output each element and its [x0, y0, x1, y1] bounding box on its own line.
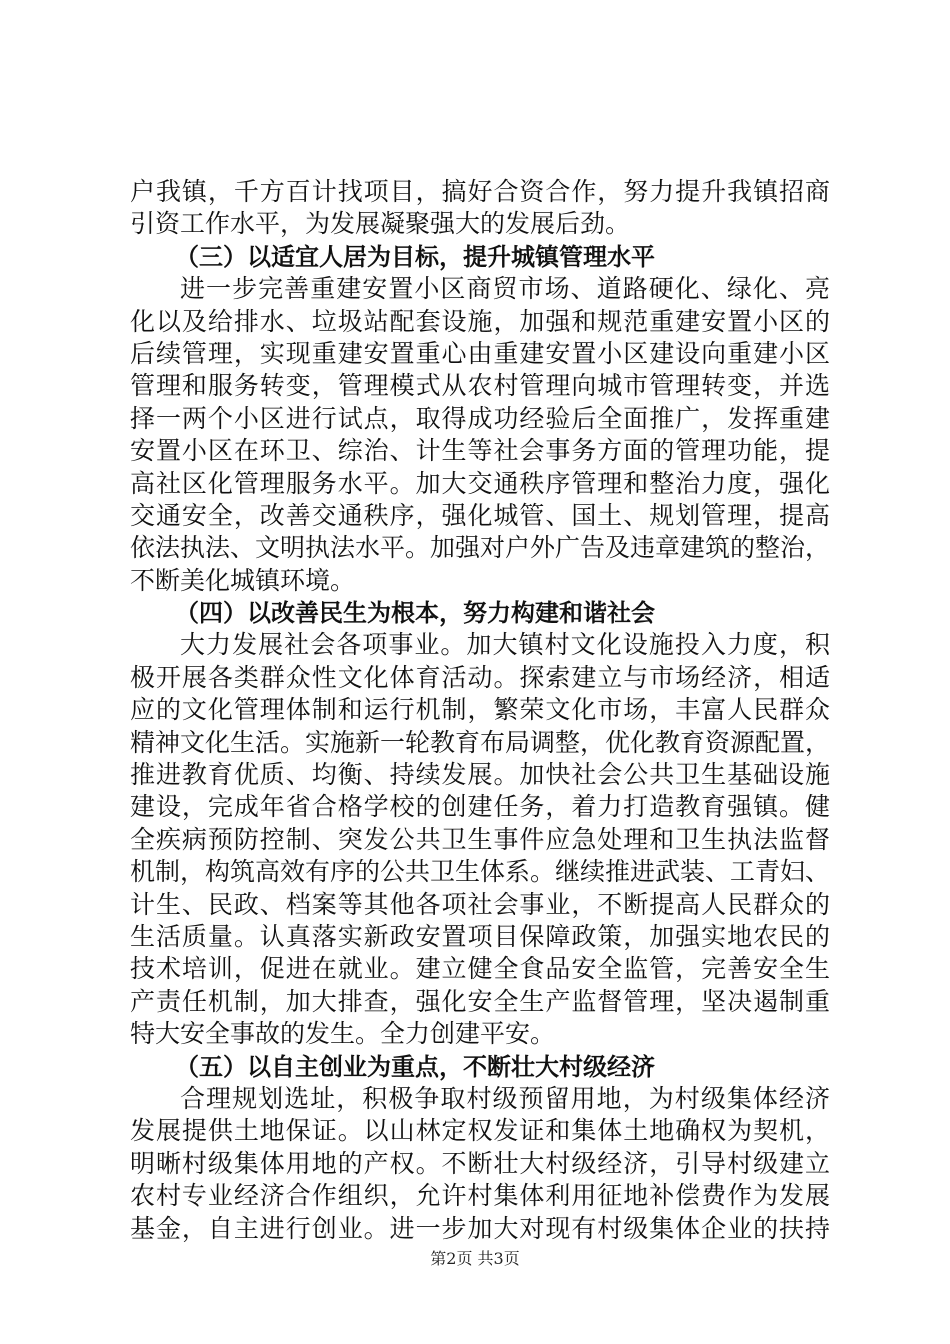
paragraph-line: 依法执法、文明执法水平。加强对户外广告及违章建筑的整治，	[130, 533, 831, 563]
section-heading: （四）以改善民生为根本，努力构建和谐社会	[175, 599, 655, 628]
paragraph-line: 大力发展社会各项事业。加大镇村文化设施投入力度，积	[180, 630, 830, 660]
paragraph-line: 交通安全，改善交通秩序，强化城管、国土、规划管理，提高	[130, 500, 830, 530]
paragraph-line: 技术培训，促进在就业。建立健全食品安全监管，完善安全生	[130, 954, 830, 984]
paragraph-line: 发展提供土地保证。以山林定权发证和集体土地确权为契机，	[130, 1116, 830, 1146]
page-footer: 第2页 共3页	[430, 1249, 520, 1268]
paragraph-line: 产责任机制，加大排查，强化安全生产监督管理，坚决遏制重	[130, 986, 830, 1016]
paragraph-line: 明晰村级集体用地的产权。不断壮大村级经济，引导村级建立	[130, 1148, 830, 1178]
paragraph-line: 安置小区在环卫、综治、计生等社会事务方面的管理功能，提	[130, 436, 830, 466]
paragraph-line: 建设，完成年省合格学校的创建任务，着力打造教育强镇。健	[130, 792, 830, 822]
paragraph-line: 户我镇，千方百计找项目，搞好合资合作，努力提升我镇招商	[130, 177, 830, 206]
document-body	[130, 176, 830, 1245]
paragraph-line: 生活质量。认真落实新政安置项目保障政策，加强实地农民的	[130, 921, 830, 951]
paragraph-line: 全疾病预防控制、突发公共卫生事件应急处理和卫生执法监督	[130, 824, 830, 854]
paragraph-line: 精神文化生活。实施新一轮教育布局调整，优化教育资源配置，	[130, 727, 831, 757]
paragraph-line: 化以及给排水、垃圾站配套设施，加强和规范重建安置小区的	[130, 306, 830, 336]
paragraph-line: 高社区化管理服务水平。加大交通秩序管理和整治力度，强化	[130, 468, 830, 498]
paragraph-line: 引资工作水平，为发展凝聚强大的发展后劲。	[130, 209, 631, 239]
paragraph-line: 进一步完善重建安置小区商贸市场、道路硬化、绿化、亮	[180, 274, 830, 304]
paragraph-line: 后续管理，实现重建安置重心由重建安置小区建设向重建小区	[130, 338, 830, 368]
paragraph-line: 推进教育优质、均衡、持续发展。加快社会公共卫生基础设施	[130, 760, 830, 790]
paragraph-line: 特大安全事故的发生。全力创建平安。	[130, 1019, 556, 1049]
paragraph-line: 应的文化管理体制和运行机制，繁荣文化市场，丰富人民群众	[130, 695, 830, 725]
paragraph-line: 极开展各类群众性文化体育活动。探索建立与市场经济，相适	[130, 662, 830, 692]
paragraph-line: 计生、民政、档案等其他各项社会事业，不断提高人民群众的	[130, 889, 830, 919]
section-heading: （三）以适宜人居为目标，提升城镇管理水平	[175, 242, 655, 271]
paragraph-line: 机制，构筑高效有序的公共卫生体系。继续推进武装、工青妇、	[130, 857, 831, 887]
paragraph-line: 基金，自主进行创业。进一步加大对现有村级集体企业的扶持	[130, 1213, 830, 1243]
paragraph-line: 择一两个小区进行试点，取得成功经验后全面推广，发挥重建	[130, 403, 830, 433]
section-heading: （五）以自主创业为重点，不断壮大村级经济	[175, 1052, 655, 1081]
paragraph-line: 合理规划选址，积极争取村级预留用地，为村级集体经济	[180, 1083, 830, 1113]
paragraph-line: 管理和服务转变，管理模式从农村管理向城市管理转变，并选	[130, 371, 830, 401]
paragraph-line: 不断美化城镇环境。	[130, 565, 356, 595]
paragraph-line: 农村专业经济合作组织，允许村集体利用征地补偿费作为发展	[130, 1181, 830, 1211]
